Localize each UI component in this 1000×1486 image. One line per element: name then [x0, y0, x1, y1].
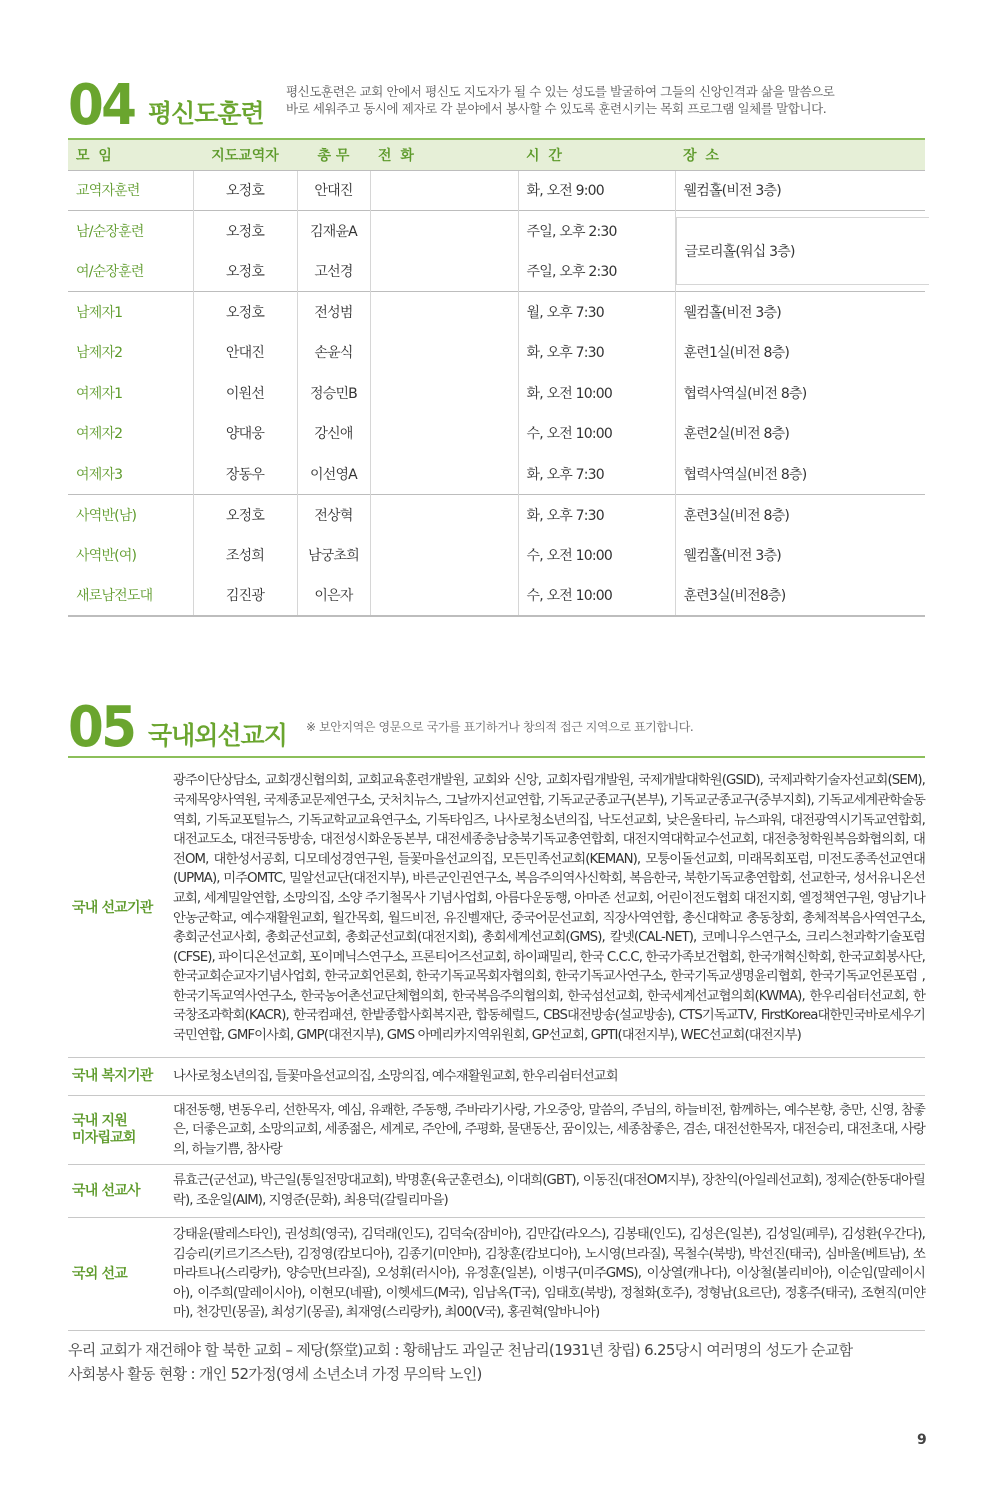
table-row: 여제자1 이원선 정승민B 화, 오전 10:00 협력사역실(비전 8층) [68, 373, 925, 414]
mission-row [68, 1218, 925, 1331]
header-phone: 전 화 [370, 139, 518, 170]
table-row: 교역자훈련 오정호 안대진 화, 오전 9:00 웰컴홀(비전 3층) [68, 170, 925, 211]
mission-label: 국외 선교 [72, 1265, 127, 1282]
mission-label: 국내 선교사 [72, 1182, 140, 1199]
footer-notes [68, 1338, 852, 1386]
table-header-row [68, 139, 925, 170]
table-row: 사역반(남) 오정호 전상혁 화, 오후 7:30 훈련3실(비전 8층) [68, 494, 925, 535]
section-05-heading [68, 695, 287, 760]
section-title: 국내외선교지 [147, 721, 287, 750]
section-description: 평신도훈련은 교회 안에서 평신도 지도자가 될 수 있는 성도를 발굴하여 그들의 신앙인격과 삶을 말씀으로 바로 세워주고 동시에 제자로 각 분야에서 봉사할 수 있도록 훈련시키는 목회 프로그램 일체를 말합니다. [286, 84, 835, 116]
section-divider [68, 756, 925, 758]
table-row: 남/순장훈련 오정호 김재윤A 주일, 오후 2:30 글로리홀(워십 3층) [68, 211, 925, 252]
table-row: 여제자2 양대웅 강신애 수, 오전 10:00 훈련2실(비전 8층) [68, 413, 925, 454]
mission-text: 광주이단상담소, 교회갱신협의회, 교회교육훈련개발원, 교회와 신앙, 교회자립개발원, 국제개발대학원(GSID), 국제과학기술자선교회(SEM), 국제목양사역원, 국제종교문제연구소, 굿처치뉴스, 그날까지선교연합, 기독교군종교구(본부), 기독교군종교구(중부지회), 기독교세계관학술동역회, 기독교포털뉴스, 기독교학교교육연구소, 기독타임즈, 나사로청소년의집, 낙도선교회, 낮은울타리, 뉴스파워, 대전광역시기독교연합회, 대전교도소, 대전극동방송, 대전성시화운동본부, 대전세종충남충북기독교총연합회, 대전지역대학교수선교회, 대전충청학원복음화협의회, 대전OM, 대한성서공회, 디모데성경연구원, 들꽃마을선교의집, 모든민족선교회(KEMAN), 모퉁이돌선교회, 미래목회포럼, 미전도종족선교연대(UPMA), 미주OMTC, 밀알선교단(대전지부), 바른군인권연구소, 복음주의역사신학회, 복음한국, 북한기독교총연합회, 선교한국, 성서유니온선교회, 세계밀알연합, 소망의집, 소양 주기철목사 기념사업회, 아름다운동행, 아마존 선교회, 어린이전도협회 대전지회, 엘정책연구원, 영남기나안농군학교, 예수재활원교회, 월간목회, 월드비전, 유진벨재단, 중국어문선교회, 직장사역연합, 총신대학교 총동창회, 총체적복음사역연구소, 총회군선교사회, 총회군선교회, 총회군선교회(대전지회), 총회세계선교회(GMS), 칼넷(CAL-NET), 코메니우스연구소, 크리스천과학기술포럼(CFSE), 파이디온선교회, 포이메닉스연구소, 프론티어즈선교회, 하이패밀리, 한국 C.C.C, 한국가족보건협회, 한국개혁신학회, 한국교회봉사단, 한국교회순교자기념사업회, 한국교회언론회, 한국기독교목회자협의회, 한국기독교사연구소, 한국기독교생명윤리협회, 한국기독교언론포럼 , 한국기독교역사연구소, 한국농어촌선교단체협의회, 한국복음주의협의회, 한국섬선교회, 한국세계선교협의회(KWMA), 한우리쉼터선교회, 한국창조과학회(KACR), 한국컴패션, 한밭종합사회복지관, 합동헤럴드, CBS대전방송(설교방송), CTS기독교TV, FirstKorea대한민국바로세우기국민연합, GMF이사회, GMP(대전지부), GMS 아메리카지역위원회, GP선교회, GPTI(대전지부), WEC선교회(대전지부) [173, 773, 925, 1044]
table-row: 새로남전도대 김진광 이은자 수, 오전 10:00 훈련3실(비전8층) [68, 575, 925, 616]
mission-label: 국내 선교기관 [72, 900, 153, 916]
mission-label: 국내 복지기관 [72, 1068, 153, 1084]
header-staff: 총 무 [297, 139, 370, 170]
section-04-heading [68, 73, 264, 138]
mission-row [68, 760, 925, 1058]
section-title: 평신도훈련 [147, 99, 264, 128]
mission-text: 강태윤(팔레스타인), 권성희(영국), 김덕래(인도), 김덕숙(잠비아), 김만갑(라오스), 김봉태(인도), 김성은(일본), 김성일(페루), 김성환(우간다), 김승리(키르기즈스탄), 김정영(캄보디아), 김종기(미얀마), 김창훈(캄보디아), 노시영(브라질), 목철수(북방), 박선진(태국), 심바울(베트남), 쏘마라트나(스리랑카), 양승만(브라질), 오성휘(러시아), 유정훈(일본), 이병구(미주GMS), 이상열(캐나다), 이상철(볼리비아), 이순임(말레이시아), 이주희(말레이시아), 이현모(네팔), 이헷세드(M국), 임남옥(T국), 임태호(북방), 정철화(호주), 정형남(요르단), 정홍주(태국), 조현직(미얀마), 천강민(몽골), 최성기(몽골), 최재영(스리랑카), 최00(V국), 홍권혁(알바니아) [173, 1227, 925, 1321]
table-row: 여제자3 장동우 이선영A 화, 오후 7:30 협력사역실(비전 8층) [68, 454, 925, 495]
mission-row [68, 1165, 925, 1218]
header-place: 장 소 [675, 139, 925, 170]
footer-line: 사회봉사 활동 현황 : 개인 52가정(영세 소년소녀 가정 무의탁 노인) [68, 1365, 482, 1383]
table-row: 남제자1 오정호 전성범 월, 오후 7:30 웰컴홀(비전 3층) [68, 292, 925, 333]
mission-row [68, 1096, 925, 1165]
mission-text: 나사로청소년의집, 들꽃마을선교의집, 소망의집, 예수재활원교회, 한우리쉼터선교회 [173, 1068, 618, 1084]
header-pastor: 지도교역자 [193, 139, 297, 170]
mission-row [68, 1058, 925, 1096]
training-schedule-table [68, 138, 925, 617]
page-number: 9 [917, 1432, 927, 1448]
header-group: 모 임 [68, 139, 193, 170]
mission-label: 국내 지원 미자립교회 [72, 1113, 136, 1146]
section-number: 05 [68, 695, 135, 760]
table-row: 남제자2 안대진 손윤식 화, 오후 7:30 훈련1실(비전 8층) [68, 332, 925, 373]
merged-place-cell: 글로리홀(워십 3층) [676, 217, 930, 285]
section-number: 04 [68, 73, 135, 138]
section-note: ※ 보안지역은 영문으로 국가를 표기하거나 창의적 접근 지역으로 표기합니다. [306, 720, 694, 734]
header-time: 시 간 [518, 139, 675, 170]
mission-text: 류효근(군선교), 박근일(통일전망대교회), 박명훈(육군훈련소), 이대희(GBT), 이동진(대전OM지부), 장찬익(아일레선교회), 정제순(한동대아릴락), 조운일(AIM), 지영준(문화), 최용덕(갈릴리마을) [173, 1173, 925, 1208]
footer-line: 우리 교회가 재건해야 할 북한 교회 – 제당(祭堂)교회 : 황해남도 과일군 천남리(1931년 창립) 6.25당시 여러명의 성도가 순교함 [68, 1341, 853, 1359]
table-row: 여/순장훈련 오정호 고선경 주일, 오후 2:30 [68, 251, 925, 292]
table-row: 사역반(여) 조성희 남궁초희 수, 오전 10:00 웰컴홀(비전 3층) [68, 535, 925, 576]
mission-text: 대전동행, 변동우리, 선한목자, 예심, 유쾌한, 주동행, 주바라기사랑, 가오중앙, 말씀의, 주님의, 하늘비전, 함께하는, 예수본향, 충만, 신영, 참좋은, 더좋은교회, 소망의교회, 세종젊은, 세계로, 주안에, 주평화, 물댄동산, 꿈이있는, 세종참좋은, 겸손, 대전선한목자, 대전승리, 대전초대, 사랑의, 하늘기쁨, 참사랑 [173, 1102, 925, 1157]
